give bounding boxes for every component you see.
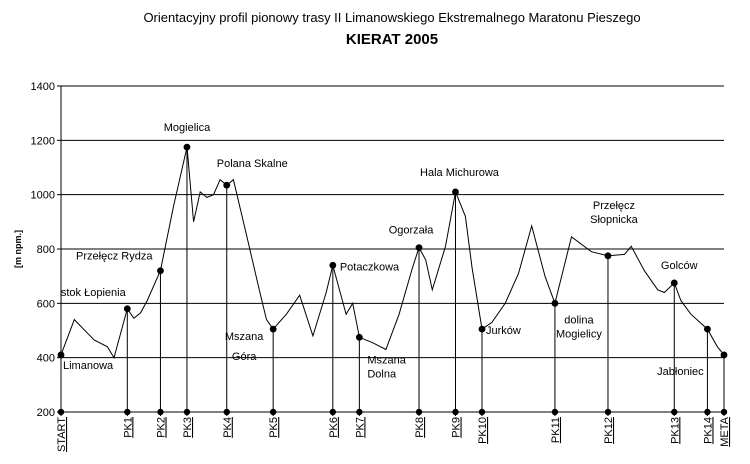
x-tick-label: PK3 [181,417,194,438]
checkpoint-base-dot [605,409,611,415]
checkpoint-base-dot [721,409,727,415]
point-label: dolina Mogielicy [556,314,602,341]
point-label: Hala Michurowa [420,166,499,179]
x-tick-label: PK12 [602,417,615,444]
point-label: Przełęcz Rydza [76,250,153,263]
point-label: Golców [660,259,698,272]
x-tick-label: PK8 [414,417,427,438]
point-label: Jurków [486,325,521,338]
y-tick-label: 200 [36,407,55,419]
checkpoint-point [270,326,277,333]
checkpoint-point [704,326,711,333]
checkpoint-base-dot [270,409,276,415]
checkpoint-base-dot [552,409,558,415]
point-label: Polana Skalne [216,158,288,171]
checkpoint-base-dot [224,409,230,415]
x-tick-label: PK6 [327,417,340,438]
y-tick-label: 1000 [30,189,55,202]
chart-subtitle: KIERAT 2005 [345,31,439,48]
y-tick-label: 800 [36,244,55,256]
checkpoint-point [356,334,363,341]
point-label: stok Łopienia [60,286,126,299]
chart-title: Orientacyjny profil pionowy trasy II Limanowskiego Ekstremalnego Maratonu Pieszego [143,10,641,25]
y-tick-label: 600 [36,298,55,311]
x-tick-label: PK5 [268,417,281,438]
checkpoint-base-dot [356,409,362,415]
checkpoint-point [329,262,336,269]
checkpoint-point [479,326,486,333]
checkpoint-point [721,352,728,359]
y-axis-label: [m npm.] [13,230,23,268]
x-tick-label: PK9 [450,417,463,438]
checkpoint-base-dot [58,409,64,415]
checkpoint-base-dot [671,409,677,415]
checkpoint-base-dot [416,409,422,415]
x-tick-label: PK4 [221,417,234,438]
x-tick-label: PK2 [155,417,168,438]
y-tick-label: 1200 [30,135,55,148]
point-label: Mogielica [163,122,211,135]
checkpoint-point [58,352,65,359]
checkpoint-point [223,182,230,189]
x-tick-label: PK13 [669,417,682,444]
point-label: Mszana Dolna [367,354,406,381]
y-tick-label: 1400 [30,81,55,93]
x-tick-label: PK10 [477,417,490,444]
point-label: Limanowa [63,359,114,372]
checkpoint-point [416,244,423,251]
point-label: Mszana Góra [224,331,264,364]
point-label: Jabłoniec [657,366,704,379]
checkpoint-base-dot [479,409,485,415]
checkpoint-base-dot [157,409,163,415]
checkpoint-base-dot [704,409,710,415]
checkpoint-base-dot [330,409,336,415]
checkpoint-base-dot [452,409,458,415]
checkpoint-point [184,144,191,151]
checkpoint-base-dot [184,409,190,415]
x-tick-label: PK11 [549,417,562,444]
checkpoint-point [605,252,612,259]
checkpoint-point [552,300,559,307]
checkpoint-point [157,267,164,274]
checkpoint-point [671,280,678,287]
x-tick-label: PK14 [702,417,715,444]
checkpoint-point [124,305,131,312]
point-label: Przełęcz Słopnicka [590,199,638,226]
checkpoint-base-dot [124,409,130,415]
y-tick-label: 400 [36,352,55,365]
x-tick-label: PK1 [122,417,135,438]
x-tick-label: META [719,417,731,447]
point-label: Ogorzała [388,224,434,237]
point-label: Potaczkowa [339,261,400,274]
x-tick-label: PK7 [354,417,367,438]
checkpoint-point [452,189,459,196]
x-tick-label: START [56,417,68,453]
